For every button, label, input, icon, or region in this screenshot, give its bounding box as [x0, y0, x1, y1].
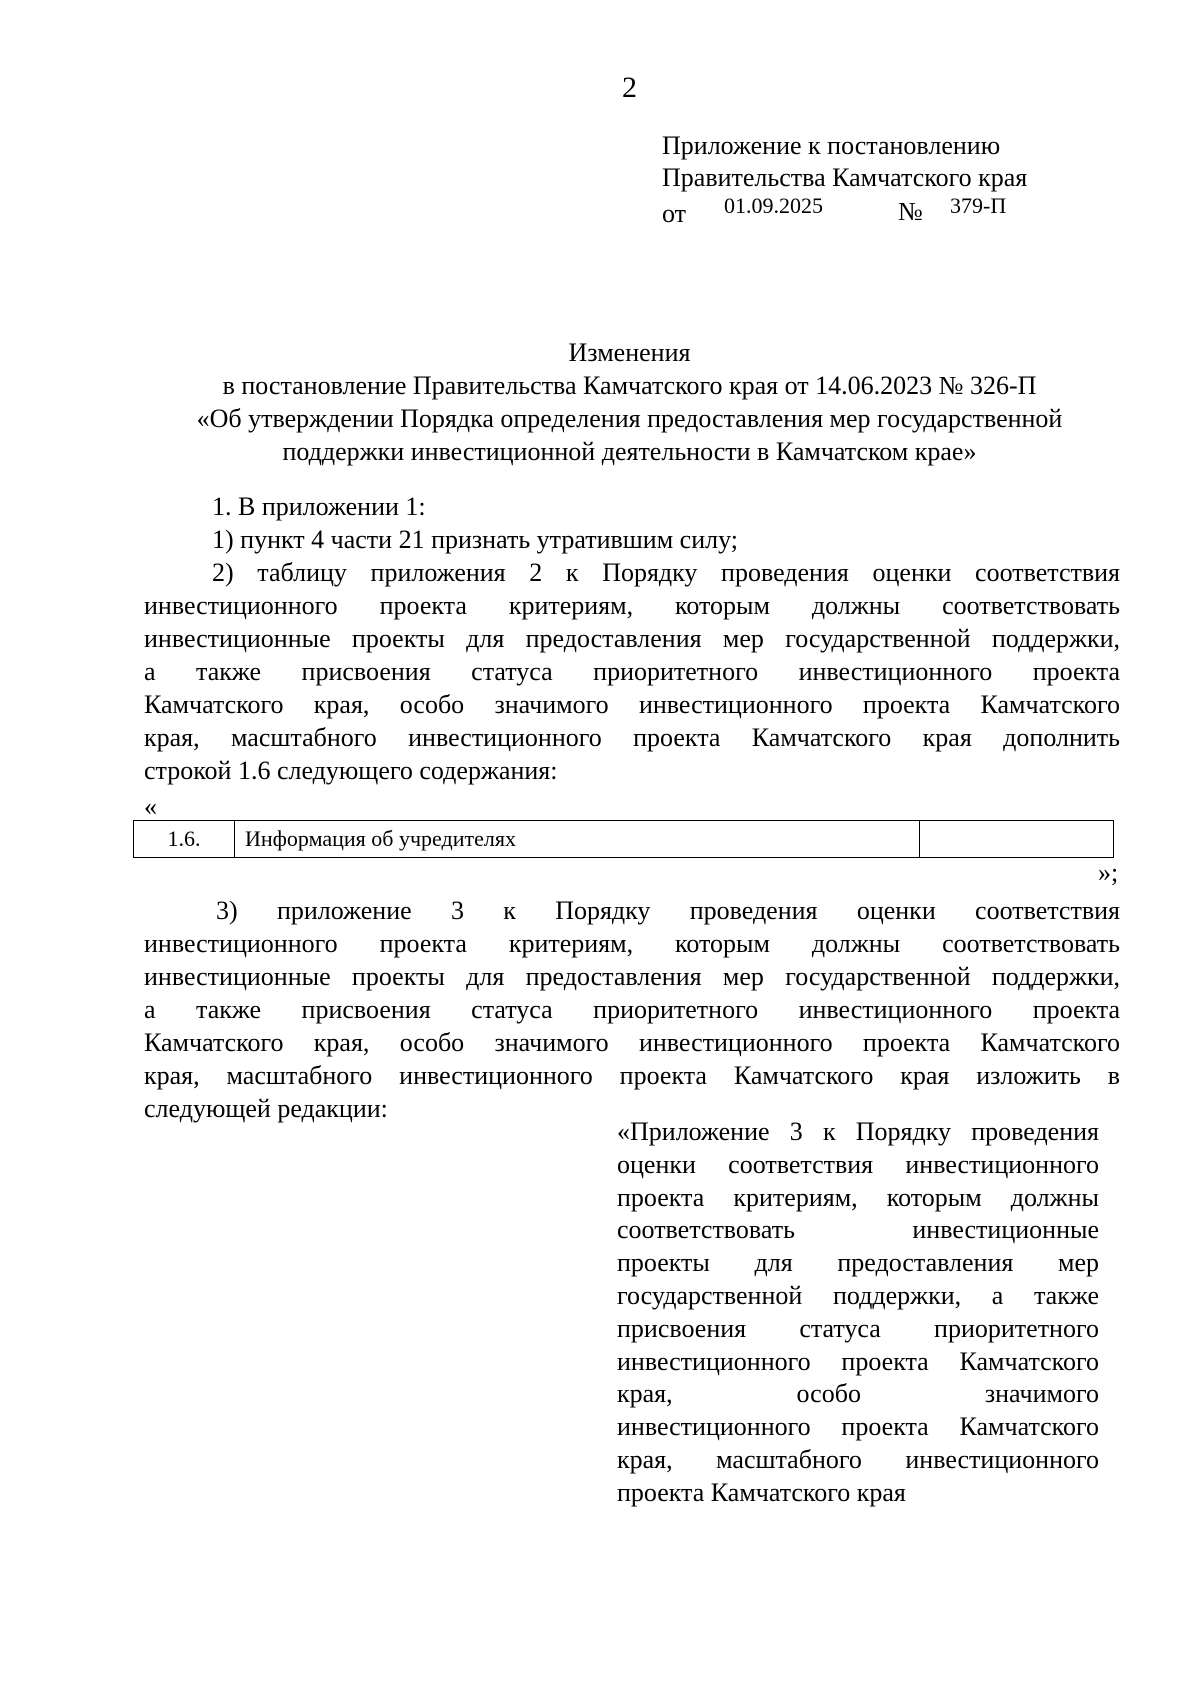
- item1-sub2-line: инвестиционные проекты для предоставления мер государственной поддержки,: [144, 624, 1120, 653]
- approval-line-2: Правительства Камчатского края: [662, 163, 1028, 192]
- appendix3-header-line: государственной поддержки, а также: [617, 1280, 1099, 1310]
- item1-sub2-line: края, масштабного инвестиционного проекта Камчатского края дополнить: [144, 723, 1120, 752]
- heading-line-4: поддержки инвестиционной деятельности в Камчатском крае»: [282, 437, 977, 466]
- item1-intro: 1. В приложении 1:: [212, 492, 426, 521]
- approval-number-sign: №: [898, 197, 923, 226]
- appendix3-header-line: инвестиционного проекта Камчатского: [617, 1346, 1099, 1376]
- item3-line: а также присвоения статуса приоритетного инвестиционного проекта: [144, 995, 1120, 1024]
- row-name-cell: Информация об учредителях: [235, 821, 920, 858]
- heading-title: Изменения: [568, 338, 691, 367]
- heading-line-2: в постановление Правительства Камчатского края от 14.06.2023 № 326-П: [222, 371, 1037, 400]
- approval-line-1: Приложение к постановлению: [662, 131, 1001, 160]
- item1-sub1: 1) пункт 4 части 21 признать утратившим силу;: [212, 525, 738, 554]
- item1-block: [144, 490, 1120, 787]
- item3-block: [144, 894, 1120, 1125]
- table-row: [134, 821, 1114, 858]
- heading-line-3: «Об утверждении Порядка определения предоставления мер государственной: [196, 404, 1063, 433]
- approval-number: 379-П: [950, 193, 1007, 218]
- quote-close: »;: [1098, 858, 1119, 887]
- appendix3-header: [617, 1116, 1099, 1510]
- approval-ot-label: от: [662, 199, 687, 228]
- document-heading: [140, 336, 1119, 468]
- item3-line: следующей редакции:: [144, 1094, 388, 1123]
- appendix3-header-line: края, масштабного инвестиционного: [617, 1444, 1099, 1474]
- item3-line: инвестиционного проекта критериям, которым должны соответствовать: [144, 929, 1120, 958]
- approval-block: [662, 130, 1028, 228]
- row-number-cell: 1.6.: [134, 821, 235, 858]
- item3-line: края, масштабного инвестиционного проекта Камчатского края изложить в: [144, 1061, 1120, 1090]
- item1-sub2-line: строкой 1.6 следующего содержания:: [144, 756, 558, 785]
- appendix3-header-line: проекты для предоставления мер: [617, 1248, 1099, 1278]
- appendix3-header-line: присвоения статуса приоритетного: [617, 1313, 1099, 1343]
- appendix3-header-line: края, особо значимого: [617, 1379, 1099, 1409]
- appendix3-header-line: проекта критериям, которым должны: [617, 1182, 1099, 1212]
- appendix3-header-line: оценки соответствия инвестиционного: [617, 1149, 1099, 1179]
- quote-open: «: [144, 792, 157, 821]
- appendix3-header-line: «Приложение 3 к Порядку проведения: [617, 1117, 1099, 1146]
- inserted-row-table: [133, 820, 1114, 858]
- item3-line: 3) приложение 3 к Порядку проведения оценки соответствия: [216, 896, 1120, 925]
- item3-line: инвестиционные проекты для предоставления мер государственной поддержки,: [144, 962, 1120, 991]
- row-value-cell: [920, 821, 1114, 858]
- approval-date: 01.09.2025: [724, 193, 823, 218]
- item3-line: Камчатского края, особо значимого инвестиционного проекта Камчатского: [144, 1028, 1120, 1057]
- item1-sub2-line: а также присвоения статуса приоритетного инвестиционного проекта: [144, 657, 1120, 686]
- item1-sub2-line: инвестиционного проекта критериям, которым должны соответствовать: [144, 591, 1120, 620]
- appendix3-header-line: инвестиционного проекта Камчатского: [617, 1412, 1099, 1442]
- appendix3-header-line: проекта Камчатского края: [617, 1477, 906, 1507]
- page-number: 2: [622, 71, 637, 104]
- appendix3-header-line: соответствовать инвестиционные: [617, 1215, 1099, 1245]
- item1-sub2-line: Камчатского края, особо значимого инвестиционного проекта Камчатского: [144, 690, 1120, 719]
- item1-sub2-line: 2) таблицу приложения 2 к Порядку проведения оценки соответствия: [212, 558, 1120, 587]
